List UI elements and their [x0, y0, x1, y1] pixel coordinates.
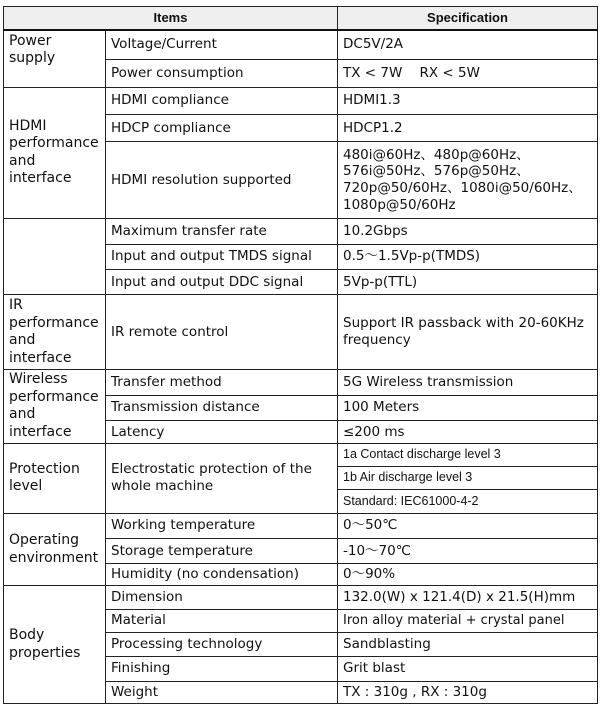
group-blank	[4, 219, 106, 295]
item-cell: Dimension	[106, 586, 338, 609]
table-row	[4, 219, 598, 244]
spec-cell: -10～70℃	[338, 538, 598, 563]
spec-cell: 5G Wireless transmission	[338, 369, 598, 395]
item-cell: Power consumption	[106, 60, 338, 87]
item-cell: Working temperature	[106, 513, 338, 538]
item-cell: Processing technology	[106, 633, 338, 657]
spec-cell: 0～90%	[338, 564, 598, 586]
spec-cell: DC5V/2A	[338, 30, 598, 60]
item-cell: Voltage/Current	[106, 30, 338, 60]
table-row	[4, 586, 598, 609]
spec-cell: 100 Meters	[338, 395, 598, 421]
spec-cell: Support IR passback with 20-60KHz frequency	[338, 295, 598, 370]
table-row	[4, 30, 598, 60]
spec-cell: 480i@60Hz、480p@60Hz、576i@50Hz、576p@50Hz、720p@50/60Hz、1080i@50/60Hz、1080p@50/60Hz	[338, 142, 598, 219]
spec-cell: 1a Contact discharge level 3	[338, 443, 598, 466]
group-hdmi: HDMI performance and interface	[4, 87, 106, 219]
group-body: Body properties	[4, 586, 106, 704]
spec-cell: 10.2Gbps	[338, 219, 598, 244]
spec-cell: 5Vp-p(TTL)	[338, 269, 598, 294]
item-cell: HDCP compliance	[106, 114, 338, 141]
item-cell: Humidity (no condensation)	[106, 564, 338, 586]
item-cell: IR remote control	[106, 295, 338, 370]
group-operating: Operating environment	[4, 513, 106, 586]
spec-cell: 132.0(W) x 121.4(D) x 21.5(H)mm	[338, 586, 598, 609]
item-cell: Latency	[106, 421, 338, 444]
table-row	[4, 513, 598, 538]
item-cell: Input and output TMDS signal	[106, 244, 338, 269]
spec-cell: Iron alloy material + crystal panel	[338, 609, 598, 632]
item-cell: HDMI resolution supported	[106, 142, 338, 219]
item-cell: Weight	[106, 681, 338, 703]
spec-cell: TX : 310g , RX : 310g	[338, 681, 598, 703]
group-protection: Protection level	[4, 443, 106, 513]
item-cell: Maximum transfer rate	[106, 219, 338, 244]
header-specification: Specification	[338, 7, 598, 30]
spec-cell: 0～50℃	[338, 513, 598, 538]
table-row	[4, 295, 598, 370]
group-ir: IR performance and interface	[4, 295, 106, 370]
spec-cell: HDMI1.3	[338, 87, 598, 114]
spec-cell: HDCP1.2	[338, 114, 598, 141]
group-power-supply: Power supply	[4, 30, 106, 88]
spec-cell: ≤200 ms	[338, 421, 598, 444]
item-cell: Material	[106, 609, 338, 632]
table-row	[4, 443, 598, 466]
item-cell: Finishing	[106, 657, 338, 681]
header-row	[4, 7, 598, 30]
item-cell: Transmission distance	[106, 395, 338, 421]
item-cell: Input and output DDC signal	[106, 269, 338, 294]
spec-cell: Sandblasting	[338, 633, 598, 657]
spec-cell: Standard: IEC61000-4-2	[338, 490, 598, 513]
table-row	[4, 369, 598, 395]
group-wireless: Wireless performance and interface	[4, 369, 106, 443]
specification-table	[3, 6, 598, 704]
spec-cell: 1b Air discharge level 3	[338, 467, 598, 490]
item-cell: HDMI compliance	[106, 87, 338, 114]
header-items: Items	[4, 7, 338, 30]
spec-cell: TX < 7W RX < 5W	[338, 60, 598, 87]
spec-cell: Grit blast	[338, 657, 598, 681]
table-row	[4, 87, 598, 114]
spec-cell: 0.5～1.5Vp-p(TMDS)	[338, 244, 598, 269]
item-cell: Transfer method	[106, 369, 338, 395]
item-cell-protection: Electrostatic protection of the whole machine	[106, 443, 338, 513]
item-cell: Storage temperature	[106, 538, 338, 563]
